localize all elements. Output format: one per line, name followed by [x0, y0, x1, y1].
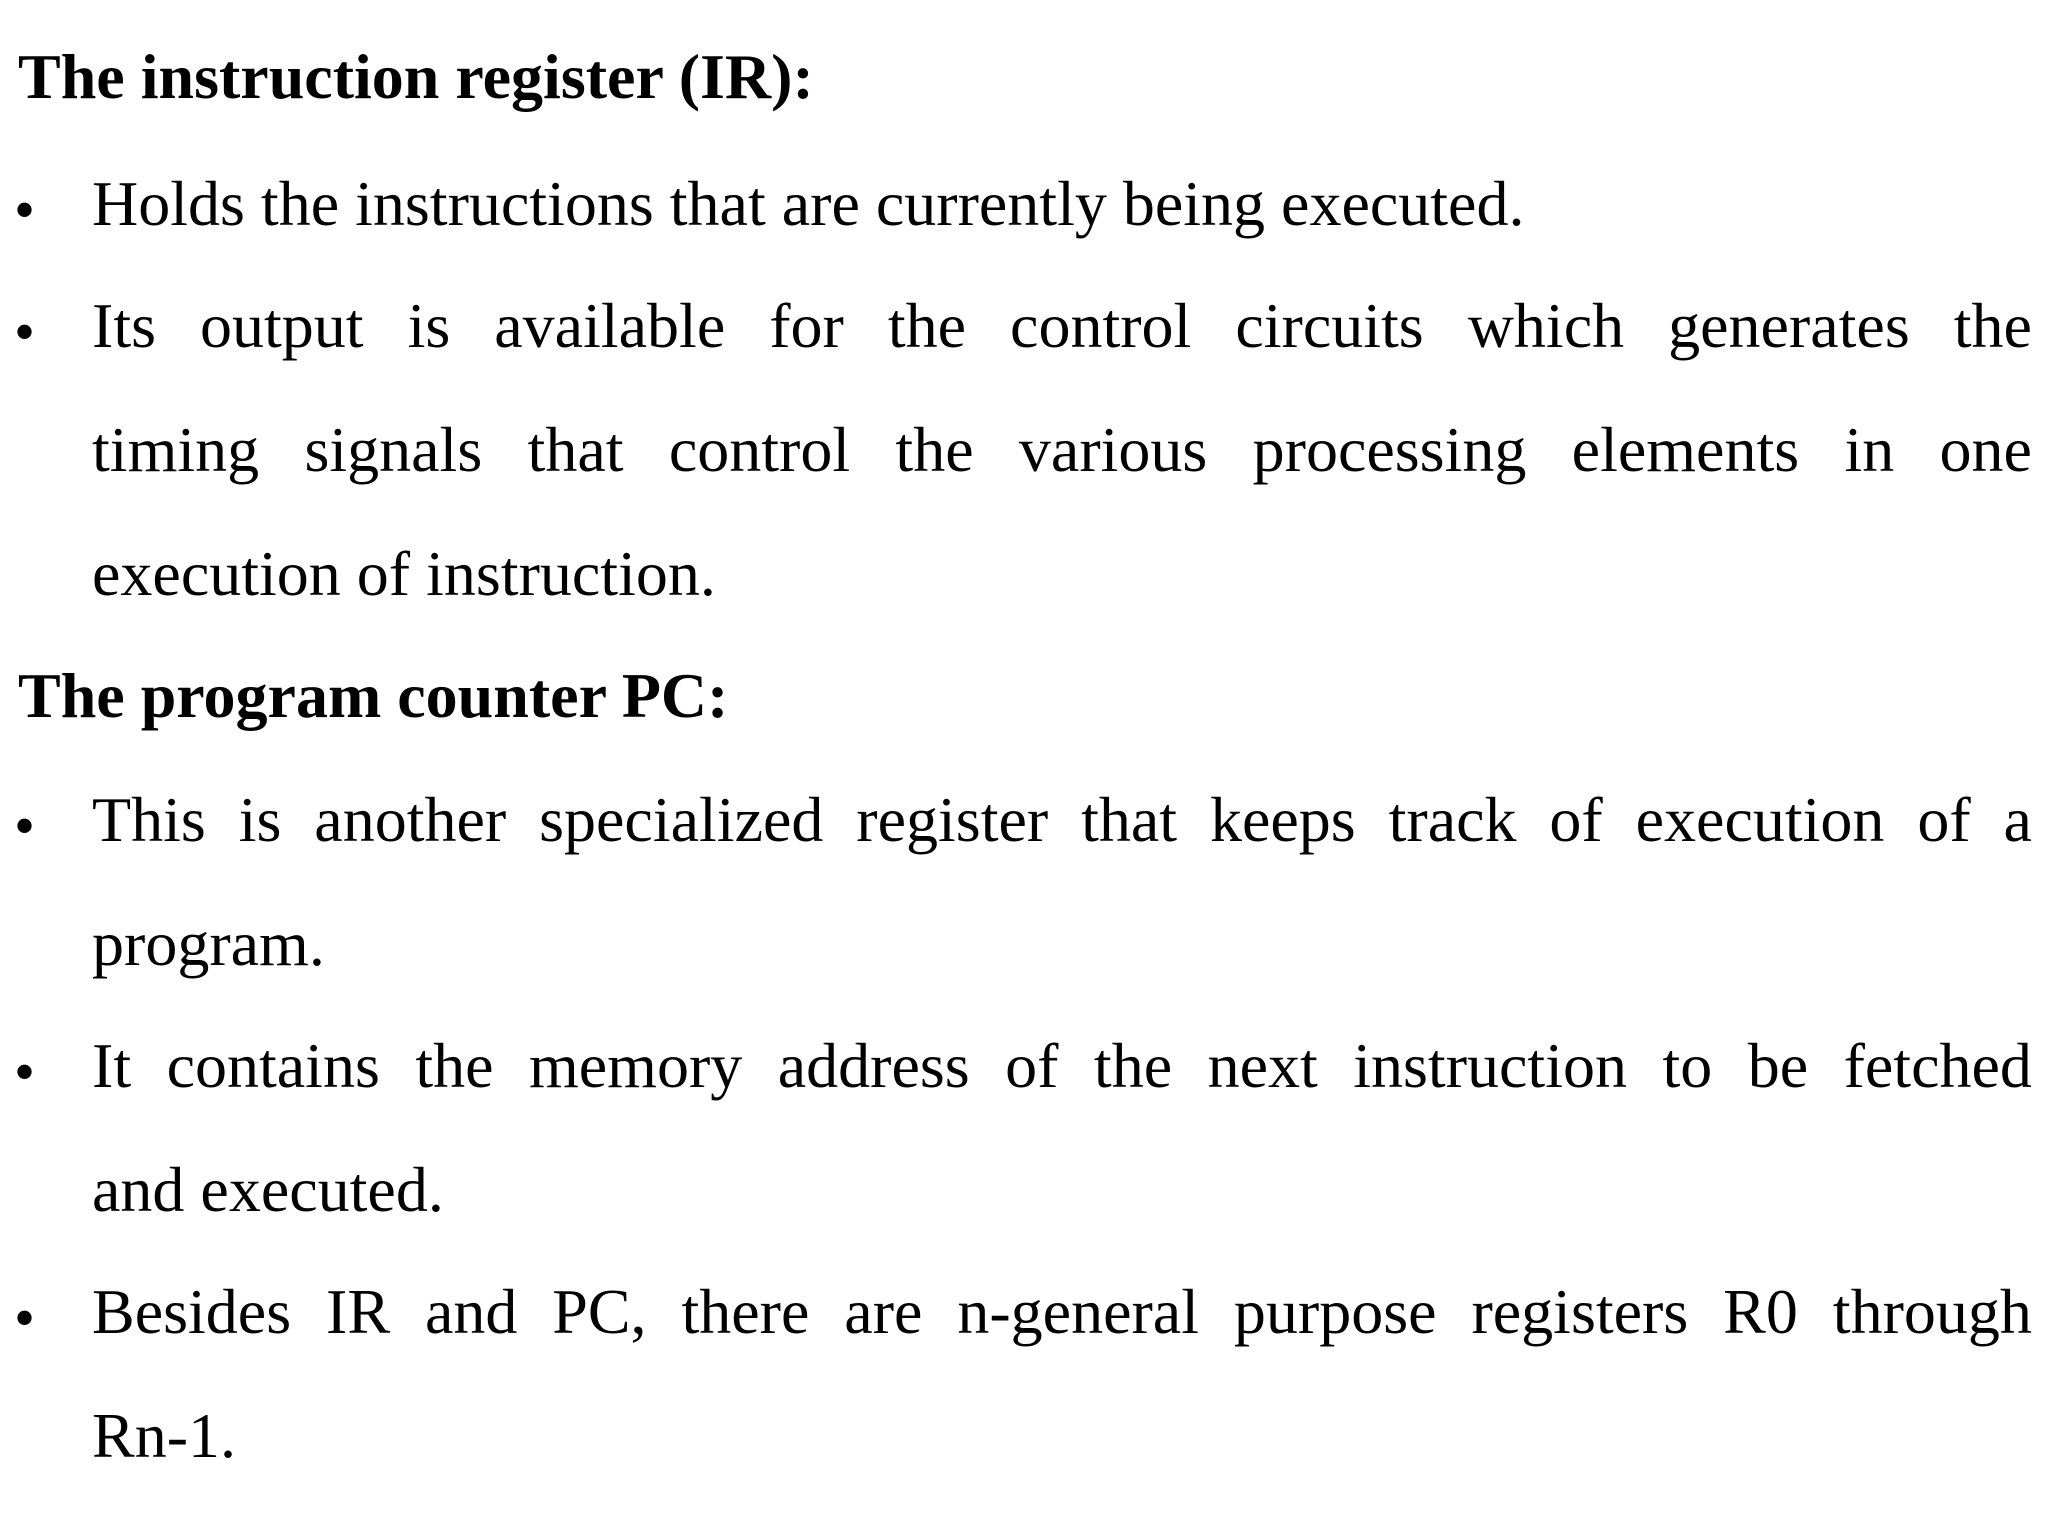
- word: and: [424, 1276, 518, 1347]
- word: circuits: [1235, 290, 1424, 361]
- word: the: [887, 290, 967, 361]
- word: of: [1549, 784, 1603, 855]
- word: purpose: [1233, 1276, 1437, 1347]
- bullet-line: program.: [92, 908, 325, 979]
- word: be: [1747, 1030, 1809, 1101]
- word: that: [527, 414, 624, 485]
- word: which: [1467, 290, 1625, 361]
- word: PC,: [552, 1276, 647, 1347]
- bullet-line: execution of instruction.: [92, 538, 716, 609]
- word: timing: [92, 414, 260, 485]
- word: R0: [1723, 1276, 1798, 1347]
- word: next: [1207, 1030, 1318, 1101]
- word: Its: [92, 290, 156, 361]
- word: the: [1093, 1030, 1173, 1101]
- bullet-marker: •: [14, 1285, 36, 1351]
- word: elements: [1571, 414, 1800, 485]
- word: keeps: [1209, 784, 1356, 855]
- word: in: [1844, 414, 1895, 485]
- word: address: [777, 1030, 970, 1101]
- section-heading-ir: The instruction register (IR):: [18, 41, 814, 112]
- bullet-marker: •: [14, 299, 36, 365]
- word: Besides: [92, 1276, 292, 1347]
- bullet-marker: •: [14, 793, 36, 859]
- bullet-line-justified: [92, 414, 2032, 485]
- bullet-line-justified: [92, 1030, 2032, 1101]
- word: memory: [528, 1030, 743, 1101]
- word: It: [92, 1030, 132, 1101]
- word: registers: [1471, 1276, 1689, 1347]
- bullet-line-justified: [92, 1276, 2032, 1347]
- bullet-line-justified: [92, 290, 2032, 361]
- word: the: [895, 414, 974, 485]
- word: the: [415, 1030, 494, 1101]
- word: n-general: [957, 1276, 1199, 1347]
- word: control: [668, 414, 851, 485]
- word: instruction: [1353, 1030, 1627, 1101]
- word: is: [407, 290, 451, 361]
- word: is: [238, 784, 282, 855]
- word: through: [1832, 1276, 2032, 1347]
- word: a: [2003, 784, 2032, 855]
- word: are: [844, 1276, 923, 1347]
- word: specialized: [539, 784, 824, 855]
- bullet-line-justified: [92, 784, 2032, 855]
- word: the: [1953, 290, 2032, 361]
- word: generates: [1668, 290, 1910, 361]
- word: for: [769, 290, 844, 361]
- bullet-line: and executed.: [92, 1154, 444, 1225]
- word: register: [856, 784, 1049, 855]
- bullet-line: Rn-1.: [92, 1400, 236, 1471]
- word: control: [1010, 290, 1192, 361]
- section-heading-pc: The program counter PC:: [18, 660, 729, 731]
- word: that: [1081, 784, 1178, 855]
- word: track: [1388, 784, 1517, 855]
- word: to: [1662, 1030, 1713, 1101]
- word: contains: [166, 1030, 380, 1101]
- word: output: [200, 290, 364, 361]
- word: various: [1018, 414, 1208, 485]
- word: available: [494, 290, 726, 361]
- bullet-marker: •: [14, 177, 36, 243]
- bullet-line: Holds the instructions that are currently being executed.: [92, 168, 1525, 239]
- word: IR: [326, 1276, 391, 1347]
- word: This: [92, 784, 206, 855]
- word: there: [681, 1276, 810, 1347]
- word: fetched: [1843, 1030, 2032, 1101]
- word: another: [314, 784, 507, 855]
- word: of: [1005, 1030, 1059, 1101]
- word: execution: [1635, 784, 1885, 855]
- word: one: [1939, 414, 2032, 485]
- bullet-marker: •: [14, 1039, 36, 1105]
- word: signals: [304, 414, 483, 485]
- word: processing: [1252, 414, 1527, 485]
- word: of: [1917, 784, 1971, 855]
